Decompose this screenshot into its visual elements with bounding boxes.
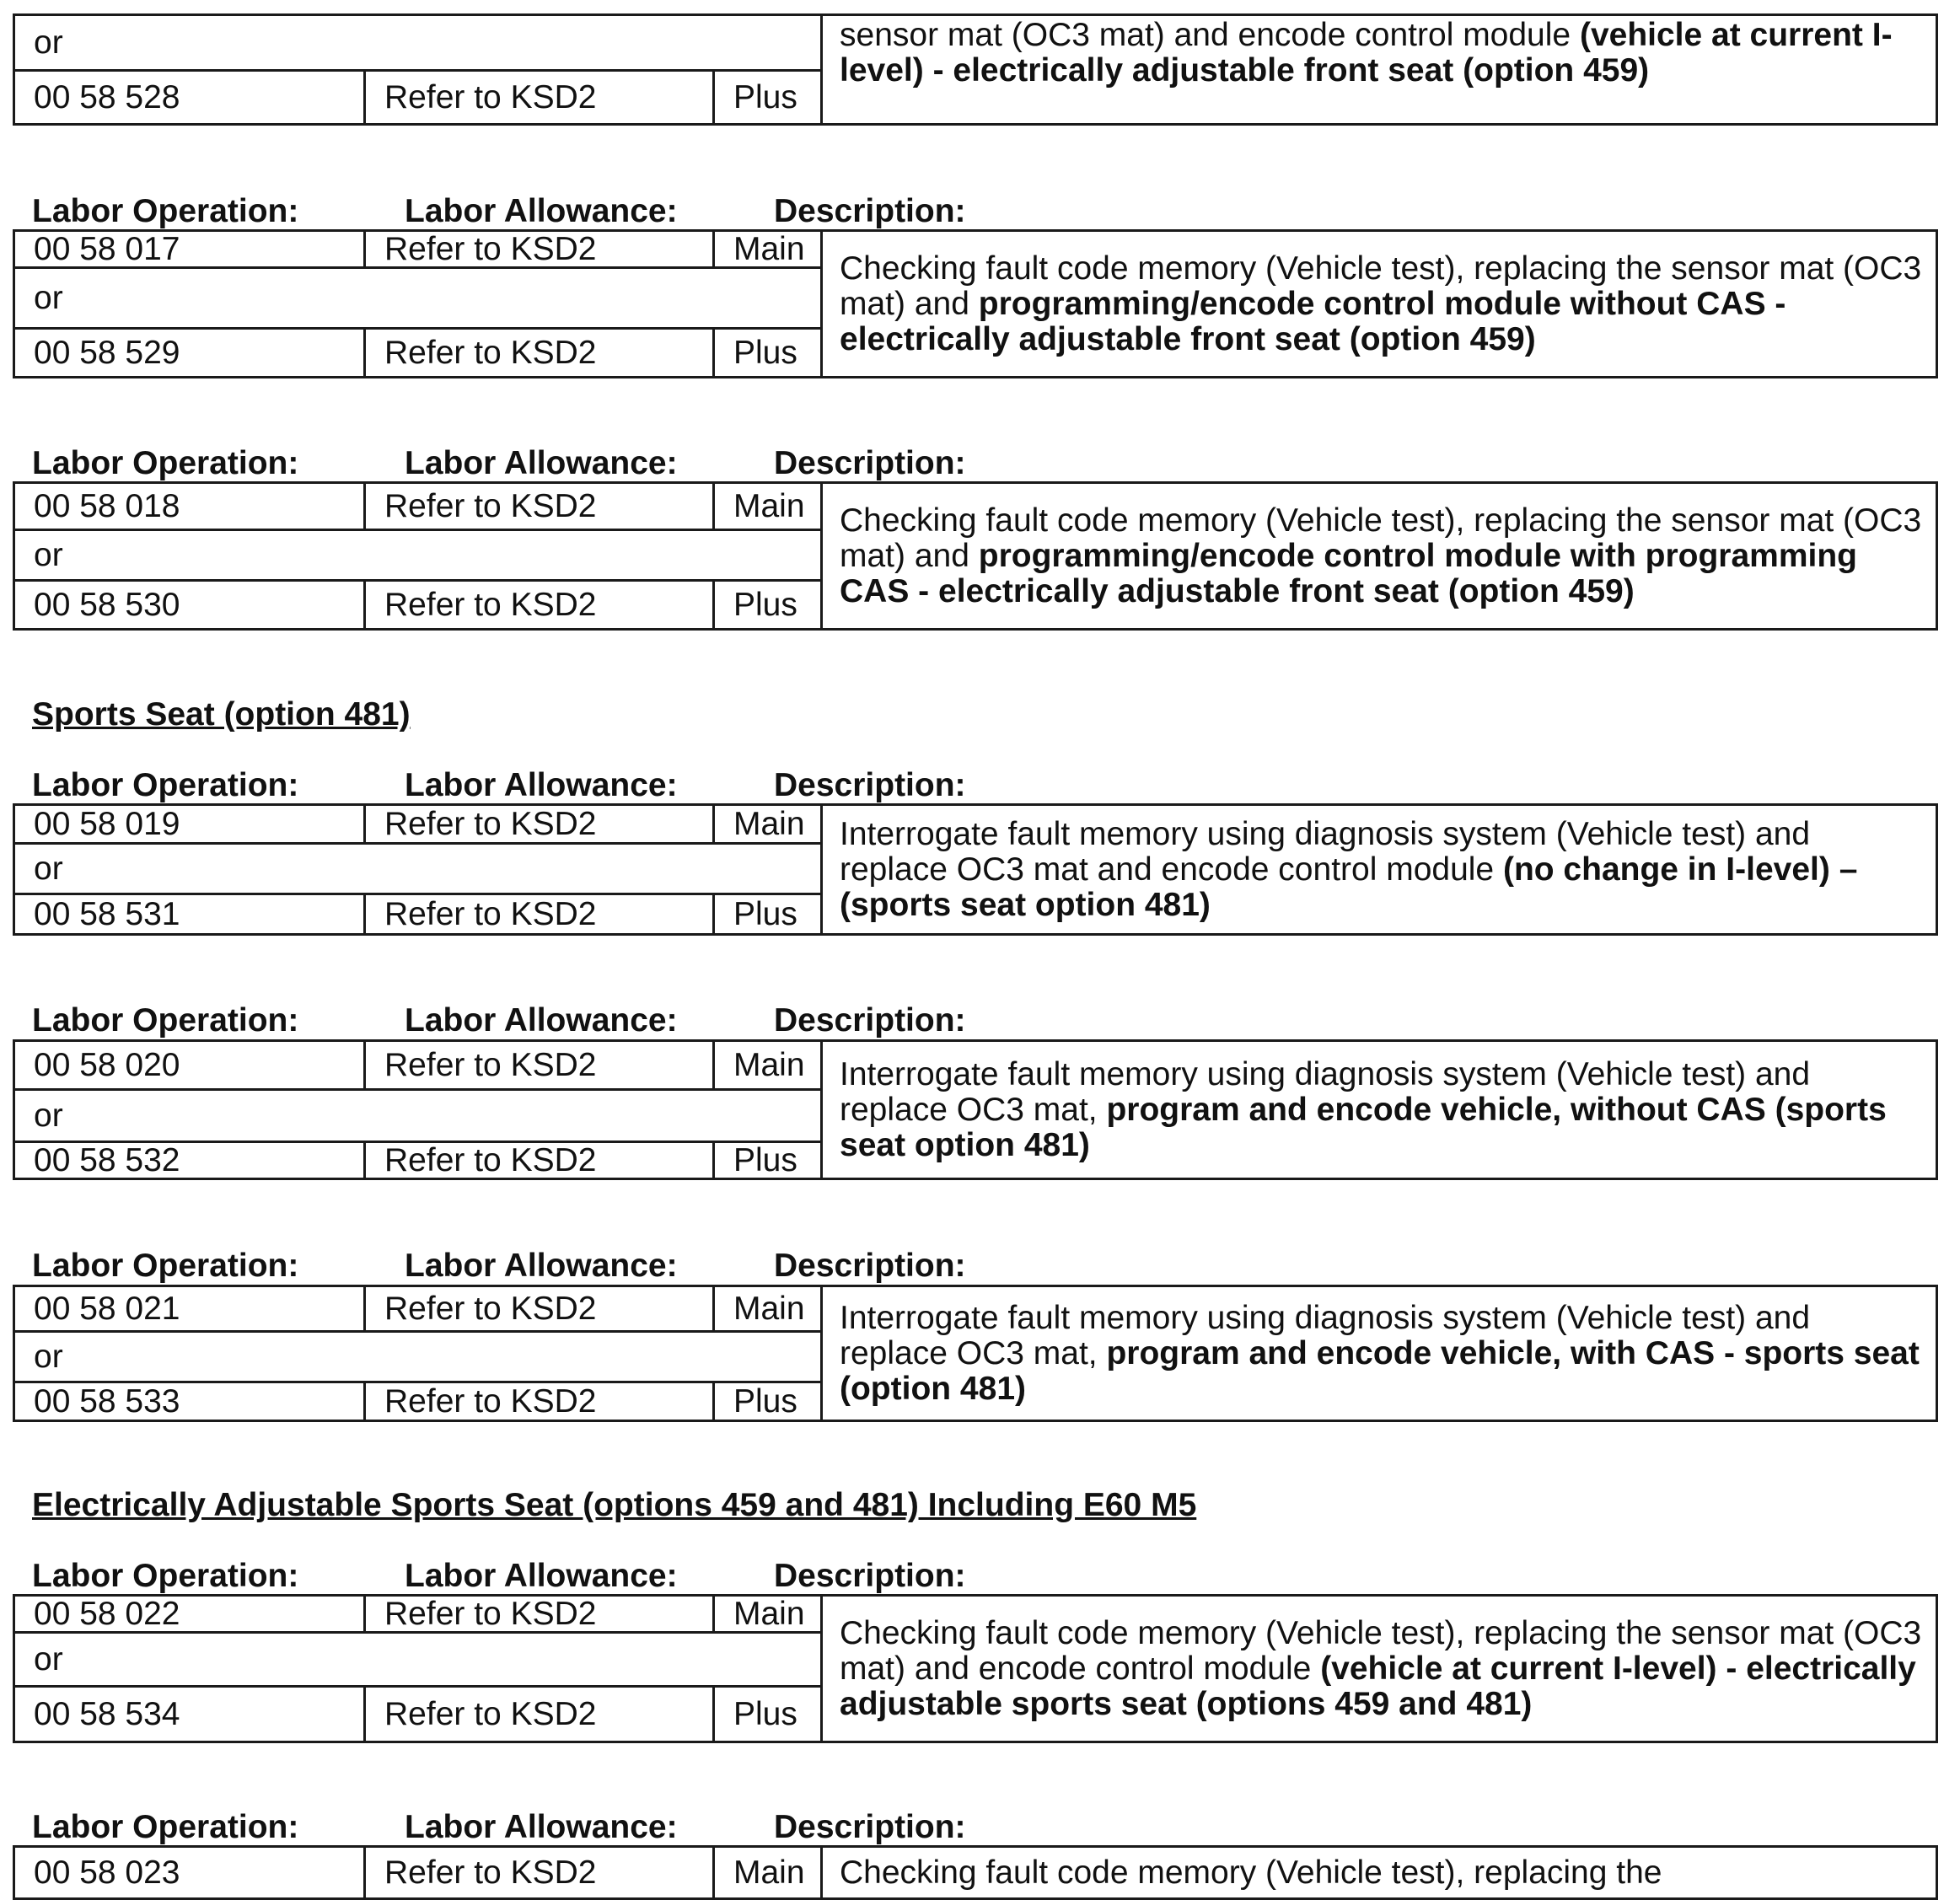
labor-table-block-5	[13, 1285, 1938, 1422]
header-labor-operation: Labor Operation:	[32, 767, 299, 803]
operation-type-cell: Main	[714, 483, 822, 530]
labor-operation-cell: 00 58 534	[14, 1687, 365, 1742]
operation-type-cell: Main	[714, 1847, 822, 1899]
description-cell: Interrogate fault memory using diagnosis system (Vehicle test) and replace OC3 mat, program and encode vehicle, without CAS (sports seat option 481)	[822, 1041, 1937, 1179]
operation-type-cell: Main	[714, 1286, 822, 1332]
header-labor-allowance: Labor Allowance:	[405, 193, 678, 229]
labor-operation-cell: 00 58 019	[14, 805, 365, 844]
labor-allowance-cell: Refer to KSD2	[365, 329, 714, 378]
header-labor-allowance: Labor Allowance:	[405, 1558, 678, 1594]
labor-table-block-2	[13, 481, 1938, 631]
labor-allowance-cell: Refer to KSD2	[365, 231, 714, 268]
header-labor-operation: Labor Operation:	[32, 1002, 299, 1039]
header-labor-operation: Labor Operation:	[32, 1248, 299, 1284]
header-description: Description:	[774, 193, 966, 229]
header-labor-allowance: Labor Allowance:	[405, 445, 678, 481]
operation-type-cell: Plus	[714, 71, 822, 125]
labor-allowance-cell: Refer to KSD2	[365, 483, 714, 530]
labor-table-block-0	[13, 13, 1938, 126]
labor-table-block-6	[13, 1594, 1938, 1743]
labor-allowance-cell: Refer to KSD2	[365, 1596, 714, 1633]
header-labor-operation: Labor Operation:	[32, 193, 299, 229]
labor-operation-cell: 00 58 021	[14, 1286, 365, 1332]
labor-allowance-cell: Refer to KSD2	[365, 1286, 714, 1332]
section-title-electric-sports-seat: Electrically Adjustable Sports Seat (options 459 and 481) Including E60 M5	[32, 1487, 1197, 1523]
labor-allowance-cell: Refer to KSD2	[365, 894, 714, 935]
labor-table-block-7	[13, 1845, 1938, 1900]
description-cell: Checking fault code memory (Vehicle test), replacing the sensor mat (OC3 mat) and programming/encode control module without CAS - electrically adjustable front seat (option 459)	[822, 231, 1937, 378]
description-cell: sensor mat (OC3 mat) and encode control module (vehicle at current I-level) - electrically adjustable front seat (option 459)	[822, 15, 1937, 125]
or-cell: or	[14, 1633, 822, 1687]
labor-operation-cell: 00 58 531	[14, 894, 365, 935]
labor-table-block-1	[13, 229, 1938, 378]
labor-operation-cell: 00 58 528	[14, 71, 365, 125]
header-labor-operation: Labor Operation:	[32, 1558, 299, 1594]
or-cell: or	[14, 1090, 822, 1142]
header-description: Description:	[774, 445, 966, 481]
header-labor-allowance: Labor Allowance:	[405, 767, 678, 803]
operation-type-cell: Plus	[714, 1382, 822, 1421]
or-cell: or	[14, 844, 822, 894]
description-cell: Checking fault code memory (Vehicle test), replacing the	[822, 1847, 1937, 1899]
or-cell: or	[14, 530, 822, 581]
header-labor-allowance: Labor Allowance:	[405, 1002, 678, 1039]
labor-allowance-cell: Refer to KSD2	[365, 581, 714, 630]
labor-operation-cell: 00 58 529	[14, 329, 365, 378]
operation-type-cell: Plus	[714, 1687, 822, 1742]
labor-allowance-cell: Refer to KSD2	[365, 1687, 714, 1742]
labor-table-block-4	[13, 1039, 1938, 1180]
labor-allowance-cell: Refer to KSD2	[365, 1382, 714, 1421]
header-description: Description:	[774, 1002, 966, 1039]
labor-allowance-cell: Refer to KSD2	[365, 1041, 714, 1090]
operation-type-cell: Plus	[714, 581, 822, 630]
header-labor-operation: Labor Operation:	[32, 445, 299, 481]
operation-type-cell: Plus	[714, 329, 822, 378]
labor-allowance-cell: Refer to KSD2	[365, 1142, 714, 1179]
or-cell: or	[14, 1332, 822, 1382]
header-description: Description:	[774, 1558, 966, 1594]
labor-operation-cell: 00 58 018	[14, 483, 365, 530]
labor-table-block-3	[13, 803, 1938, 936]
description-cell: Interrogate fault memory using diagnosis system (Vehicle test) and replace OC3 mat and encode control module (no change in I-level) – (sports seat option 481)	[822, 805, 1937, 935]
labor-operation-cell: 00 58 020	[14, 1041, 365, 1090]
labor-allowance-cell: Refer to KSD2	[365, 71, 714, 125]
header-labor-allowance: Labor Allowance:	[405, 1248, 678, 1284]
labor-operation-cell: 00 58 017	[14, 231, 365, 268]
operation-type-cell: Main	[714, 1041, 822, 1090]
operation-type-cell: Plus	[714, 894, 822, 935]
or-cell: or	[14, 268, 822, 329]
labor-allowance-cell: Refer to KSD2	[365, 1847, 714, 1899]
labor-operation-cell: 00 58 530	[14, 581, 365, 630]
labor-operation-cell: 00 58 022	[14, 1596, 365, 1633]
operation-type-cell: Plus	[714, 1142, 822, 1179]
header-labor-allowance: Labor Allowance:	[405, 1809, 678, 1845]
operation-type-cell: Main	[714, 805, 822, 844]
operation-type-cell: Main	[714, 231, 822, 268]
header-description: Description:	[774, 1248, 966, 1284]
description-cell: Checking fault code memory (Vehicle test), replacing the sensor mat (OC3 mat) and encode control module (vehicle at current I-level) - electrically adjustable sports seat (options 459 and 481)	[822, 1596, 1937, 1742]
description-cell: Checking fault code memory (Vehicle test), replacing the sensor mat (OC3 mat) and programming/encode control module with programming CAS - electrically adjustable front seat (option 459)	[822, 483, 1937, 630]
labor-allowance-cell: Refer to KSD2	[365, 805, 714, 844]
operation-type-cell: Main	[714, 1596, 822, 1633]
header-description: Description:	[774, 767, 966, 803]
header-description: Description:	[774, 1809, 966, 1845]
or-cell: or	[14, 15, 822, 71]
labor-operation-cell: 00 58 532	[14, 1142, 365, 1179]
header-labor-operation: Labor Operation:	[32, 1809, 299, 1845]
labor-operation-cell: 00 58 023	[14, 1847, 365, 1899]
section-title-sports-seat: Sports Seat (option 481)	[32, 696, 411, 733]
description-cell: Interrogate fault memory using diagnosis system (Vehicle test) and replace OC3 mat, program and encode vehicle, with CAS - sports seat (option 481)	[822, 1286, 1937, 1421]
labor-operation-cell: 00 58 533	[14, 1382, 365, 1421]
